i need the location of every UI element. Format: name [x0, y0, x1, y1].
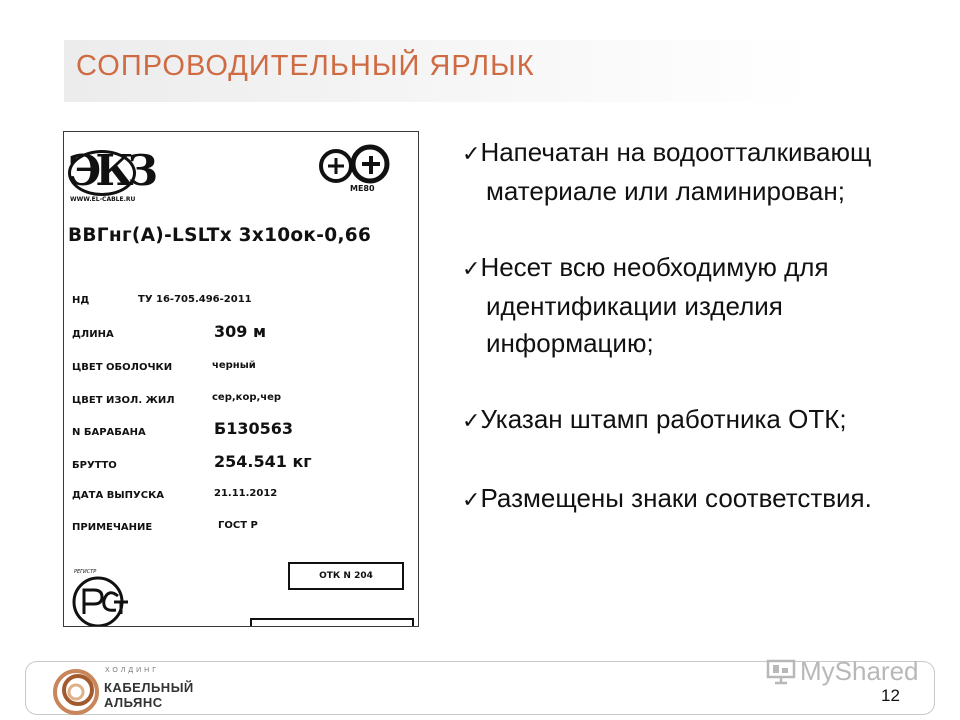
bullet-1-line-1: Напечатан на водоотталкивающ — [480, 137, 872, 167]
row-label-sheath-color: ЦВЕТ ОБОЛОЧКИ — [72, 362, 173, 373]
row-value-drum: Б130563 — [214, 419, 293, 438]
checkmark-icon: ✓ — [462, 142, 481, 167]
row-label-note: ПРИМЕЧАНИЕ — [72, 522, 153, 533]
footer-brand-line-2: АЛЬЯНС — [104, 695, 163, 710]
row-label-length: ДЛИНА — [72, 329, 114, 340]
cable-alliance-logo-icon — [52, 668, 100, 716]
footer-holding: ХОЛДИНГ — [105, 667, 160, 674]
row-label-core-color: ЦВЕТ ИЗОЛ. ЖИЛ — [72, 395, 175, 406]
footer-brand-line-1: КАБЕЛЬНЫЙ — [104, 680, 194, 695]
bullet-2-line-3: информацию; — [486, 328, 654, 358]
row-label-date: ДАТА ВЫПУСКА — [72, 490, 165, 501]
bullet-2-line-1: Несет всю необходимую для — [480, 252, 829, 282]
manufacturer-logo: ЭКЗ — [68, 146, 152, 195]
register-caption: РЕГИСТР — [74, 569, 97, 575]
cert-code: МЕ80 — [350, 184, 375, 193]
manufacturer-site: WWW.EL-CABLE.RU — [70, 196, 136, 203]
row-value-note: ГОСТ Р — [218, 520, 258, 531]
rst-mark-icon — [68, 572, 132, 627]
checkmark-icon: ✓ — [462, 488, 481, 513]
page-number: 12 — [881, 686, 900, 705]
bullet-4 — [462, 479, 872, 517]
row-value-sheath-color: черный — [212, 360, 256, 371]
checkmark-icon: ✓ — [462, 409, 481, 434]
row-label-drum: N БАРАБАНА — [72, 427, 146, 438]
row-value-date: 21.11.2012 — [214, 488, 278, 499]
row-value-length: 309 м — [214, 322, 267, 341]
certification-mark-icon — [314, 142, 394, 188]
bullet-3 — [462, 400, 847, 438]
stamp-box — [250, 618, 414, 627]
bullet-4-line-1: Размещены знаки соответствия. — [480, 483, 872, 513]
watermark-text: MyShared — [800, 656, 919, 686]
row-value-nd: ТУ 16-705.496-2011 — [138, 294, 252, 305]
row-value-core-color: сер,кор,чер — [212, 392, 282, 403]
row-value-gross: 254.541 кг — [214, 452, 312, 471]
slide-title: СОПРОВОДИТЕЛЬНЫЙ ЯРЛЫК — [76, 50, 535, 82]
bullet-2 — [462, 248, 829, 286]
row-label-nd: НД — [72, 295, 90, 306]
bullet-2-line-2: идентификации изделия — [486, 291, 783, 321]
bullet-1-line-2: материале или ламинирован; — [486, 176, 845, 206]
bullet-1 — [462, 133, 871, 171]
product-name: ВВГнг(А)-LSLTx 3x10ок-0,66 — [68, 225, 372, 246]
row-label-gross: БРУТТО — [72, 460, 117, 471]
watermark — [766, 656, 919, 687]
otk-stamp: ОТК N 204 — [288, 562, 404, 590]
checkmark-icon: ✓ — [462, 257, 481, 282]
cable-label-image — [63, 131, 419, 627]
presentation-icon — [766, 659, 796, 685]
bullet-3-line-1: Указан штамп работника ОТК; — [480, 404, 847, 434]
